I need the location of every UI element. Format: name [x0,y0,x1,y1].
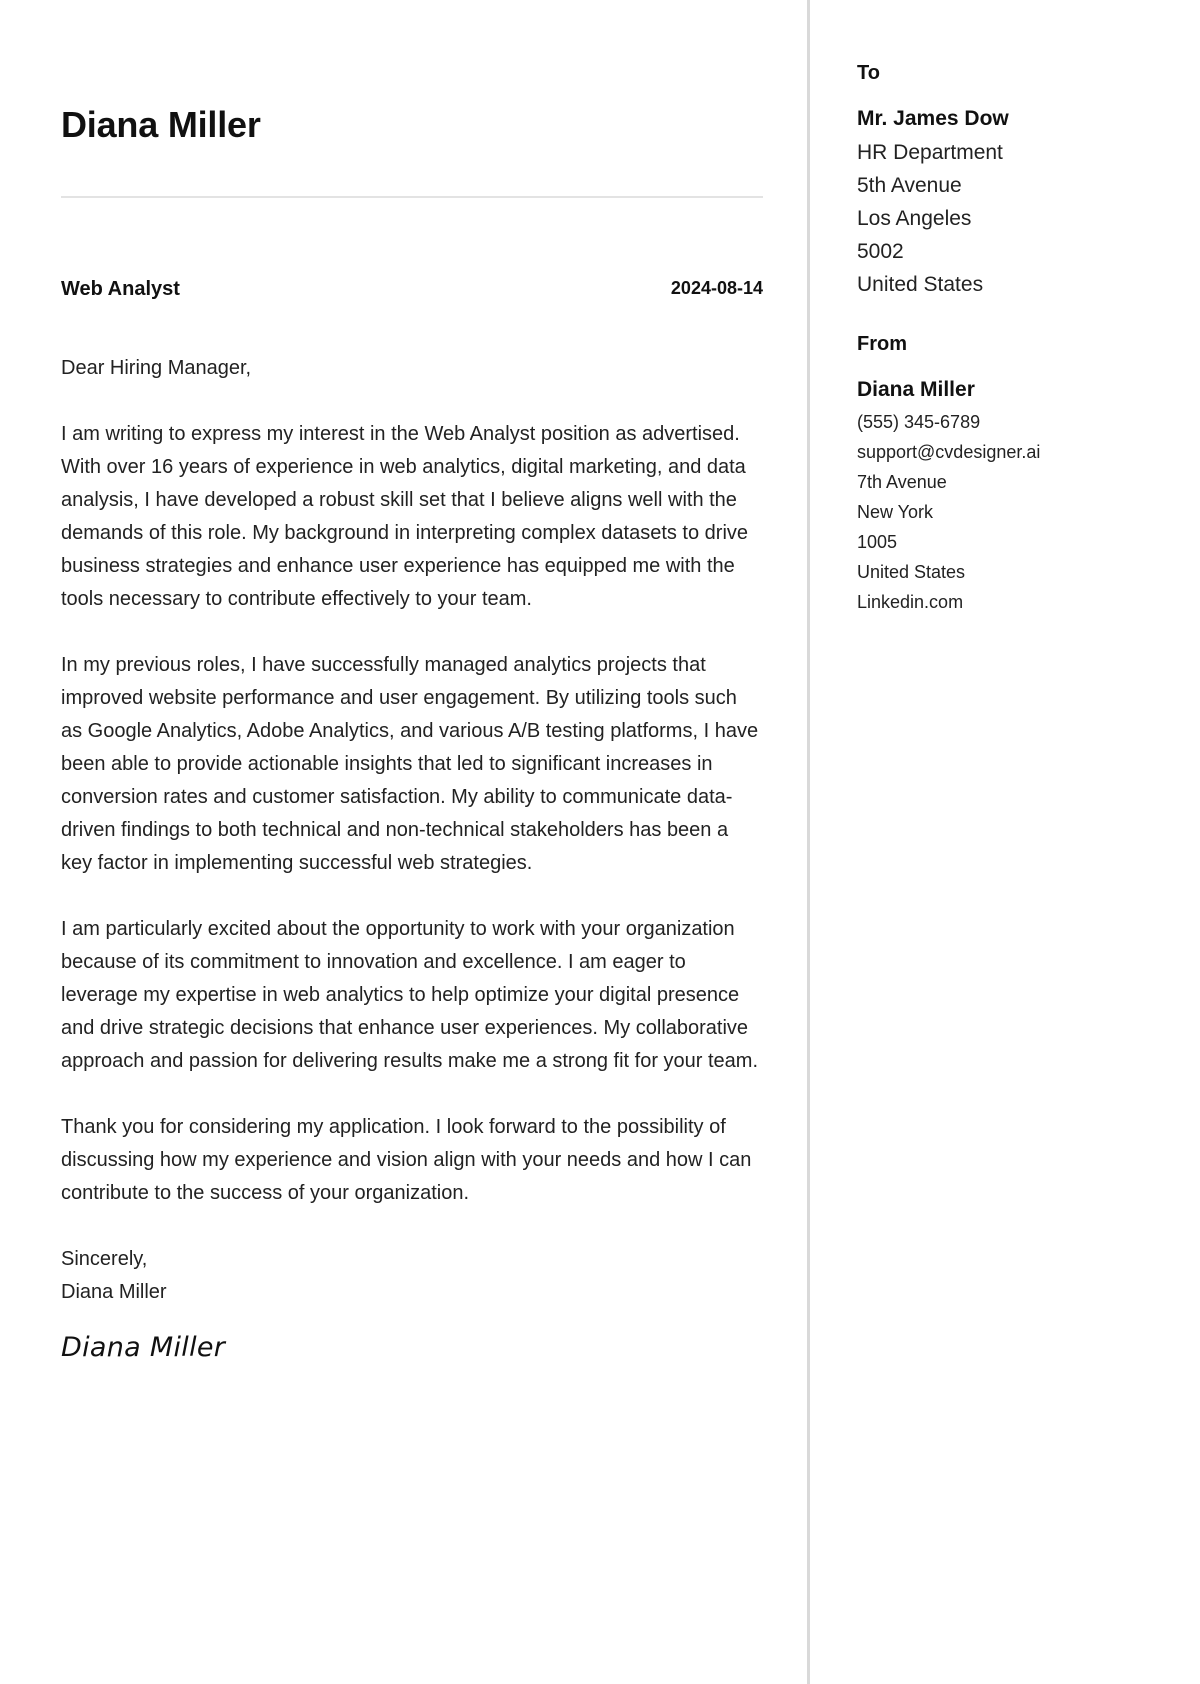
greeting: Dear Hiring Manager, [61,357,252,379]
sender-details [857,407,1040,617]
header-divider [61,196,763,198]
closing-name: Diana Miller [61,1281,167,1303]
body-paragraph-3: I am particularly excited about the opportunity to work with your organization because of its commitment to innovation and excellence. I am eager to leverage my expertise in web analytics to help optimize your digital presence and drive strategic decisions that enhance user experiences. My collaborative approach and passion for delivering results make me a strong fit for your team. [61,918,759,1072]
applicant-name: Diana Miller [61,104,261,145]
recipient-name: Mr. James Dow [857,107,1009,130]
signature: Diana Miller [61,1332,226,1363]
column-divider [807,0,810,1684]
sender-email: support@cvdesigner.ai [857,442,1041,462]
closing: Sincerely, [61,1248,148,1270]
sender-country: United States [857,562,966,582]
sender-city: New York [857,502,934,522]
sender-linkedin: Linkedin.com [857,592,964,612]
recipient-postal-code: 5002 [857,240,904,263]
recipient-department: HR Department [857,141,1003,164]
sender-heading: From [857,333,907,355]
sender-street: 7th Avenue [857,472,947,492]
recipient-country: United States [857,273,984,296]
letter-date: 2024-08-14 [670,278,763,298]
job-title: Web Analyst [61,278,180,300]
letter-body [61,352,763,1364]
body-paragraph-4: Thank you for considering my application. I look forward to the possibility of discussing how my experience and vision align with your needs and how I can contribute to the success of your organization. [61,1116,752,1204]
sender-phone: (555) 345-6789 [857,412,981,432]
recipient-heading: To [857,62,880,84]
body-paragraph-2: In my previous roles, I have successfully managed analytics projects that improved website performance and user engagement. By utilizing tools such as Google Analytics, Adobe Analytics, and various A/B testing platforms, I have been able to provide actionable insights that led to significant increases in conversion rates and customer satisfaction. My ability to communicate data-driven findings to both technical and non-technical stakeholders has been a key factor in implementing successful web strategies. [61,654,759,874]
recipient-city: Los Angeles [857,207,972,230]
sender-name: Diana Miller [857,378,975,401]
sender-postal-code: 1005 [857,532,898,552]
recipient-street: 5th Avenue [857,174,962,197]
recipient-address [857,136,1003,301]
body-paragraph-1: I am writing to express my interest in the Web Analyst position as advertised. With over 16 years of experience in web analytics, digital marketing, and data analysis, I have developed a robust skill set that I believe aligns well with the demands of this role. My background in interpreting complex datasets to drive business strategies and enhance user experience has equipped me with the tools necessary to contribute effectively to your team. [61,423,749,610]
